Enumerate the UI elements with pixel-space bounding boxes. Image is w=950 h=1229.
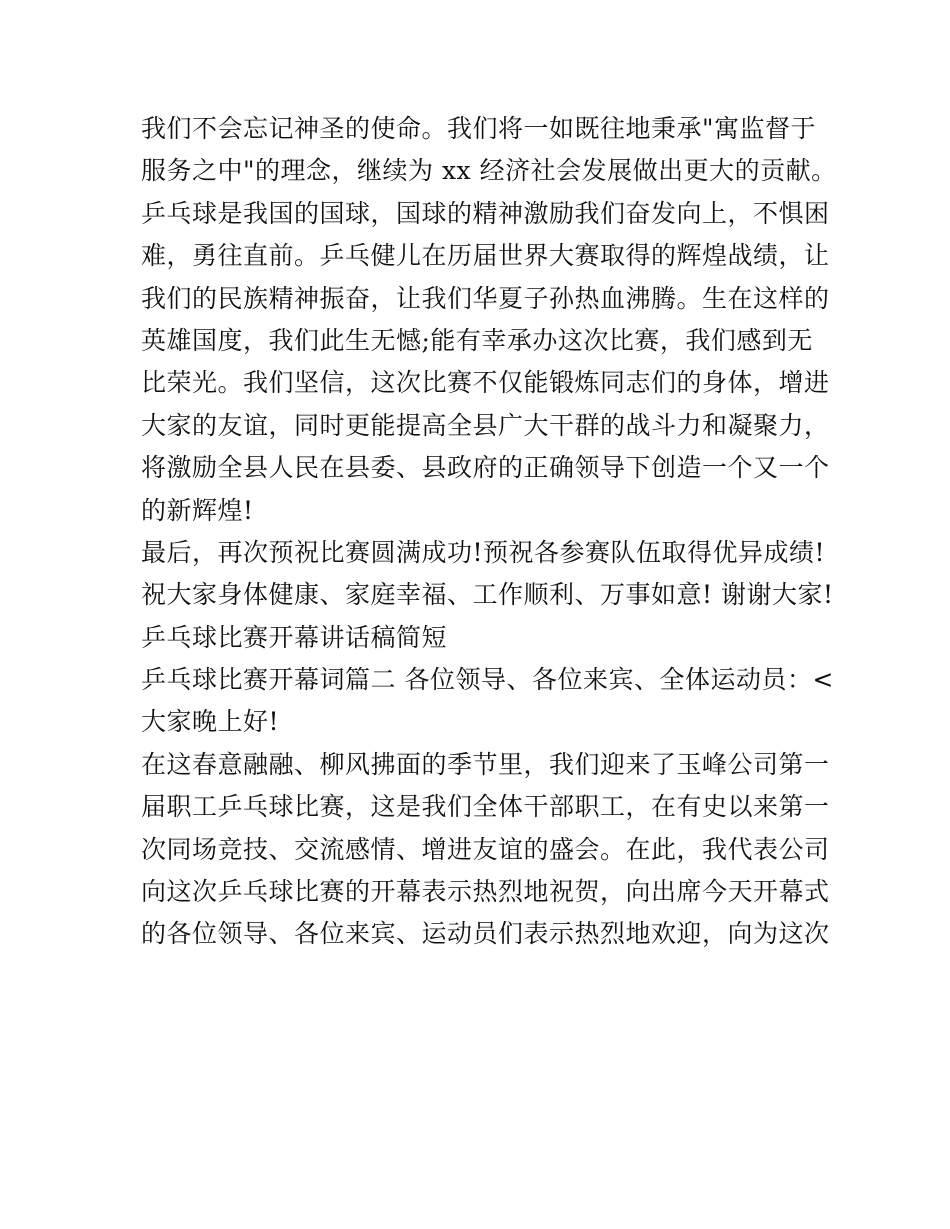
text-line: 的各位领导、各位来宾、运动员们表示热烈地欢迎，向为这次 bbox=[141, 919, 830, 949]
text-line: 届职工乒乓球比赛，这是我们全体干部职工，在有史以来第一 bbox=[141, 792, 830, 822]
text-line: 乒乓球是我国的国球，国球的精神激励我们奋发向上，不惧困 bbox=[141, 198, 830, 228]
text-line: 我们不会忘记神圣的使命。我们将一如既往地秉承"寓监督于 bbox=[141, 114, 817, 143]
text-line: 向这次乒乓球比赛的开幕表示热烈地祝贺，向出席今天开幕式 bbox=[141, 877, 830, 907]
section-heading: 乒乓球比赛开幕讲话稿简短 bbox=[141, 622, 448, 652]
text-line: 最后，再次预祝比赛圆满成功!预祝各参赛队伍取得优异成绩! bbox=[141, 537, 826, 567]
text-line: 乒乓球比赛开幕词篇二 各位领导、各位来宾、全体运动员：< bbox=[141, 665, 834, 695]
text-line: 比荣光。我们坚信，这次比赛不仅能锻炼同志们的身体，增进 bbox=[141, 368, 830, 398]
text-line: 将激励全县人民在县委、县政府的正确领导下创造一个又一个 bbox=[141, 453, 830, 483]
text-line: 我们的民族精神振奋，让我们华夏子孙热血沸腾。生在这样的 bbox=[141, 283, 830, 313]
text-line: 英雄国度，我们此生无憾;能有幸承办这次比赛，我们感到无 bbox=[141, 325, 813, 355]
text-line: 的新辉煌! bbox=[141, 495, 254, 525]
text-line: 大家的友谊，同时更能提高全县广大干群的战斗力和凝聚力， bbox=[141, 410, 830, 440]
text-line: 服务之中"的理念，继续为 xx 经济社会发展做出更大的贡献。 bbox=[141, 156, 837, 186]
text-line: 大家晚上好! bbox=[141, 707, 280, 737]
text-line: 祝大家身体健康、家庭幸福、工作顺利、万事如意! 谢谢大家! bbox=[141, 580, 834, 610]
text-line: 难，勇往直前。乒乓健儿在历届世界大赛取得的辉煌战绩，让 bbox=[141, 241, 830, 271]
document-body bbox=[141, 108, 837, 956]
text-line: 在这春意融融、柳风拂面的季节里，我们迎来了玉峰公司第一 bbox=[141, 749, 830, 779]
text-line: 次同场竞技、交流感情、增进友谊的盛会。在此，我代表公司 bbox=[141, 834, 830, 864]
